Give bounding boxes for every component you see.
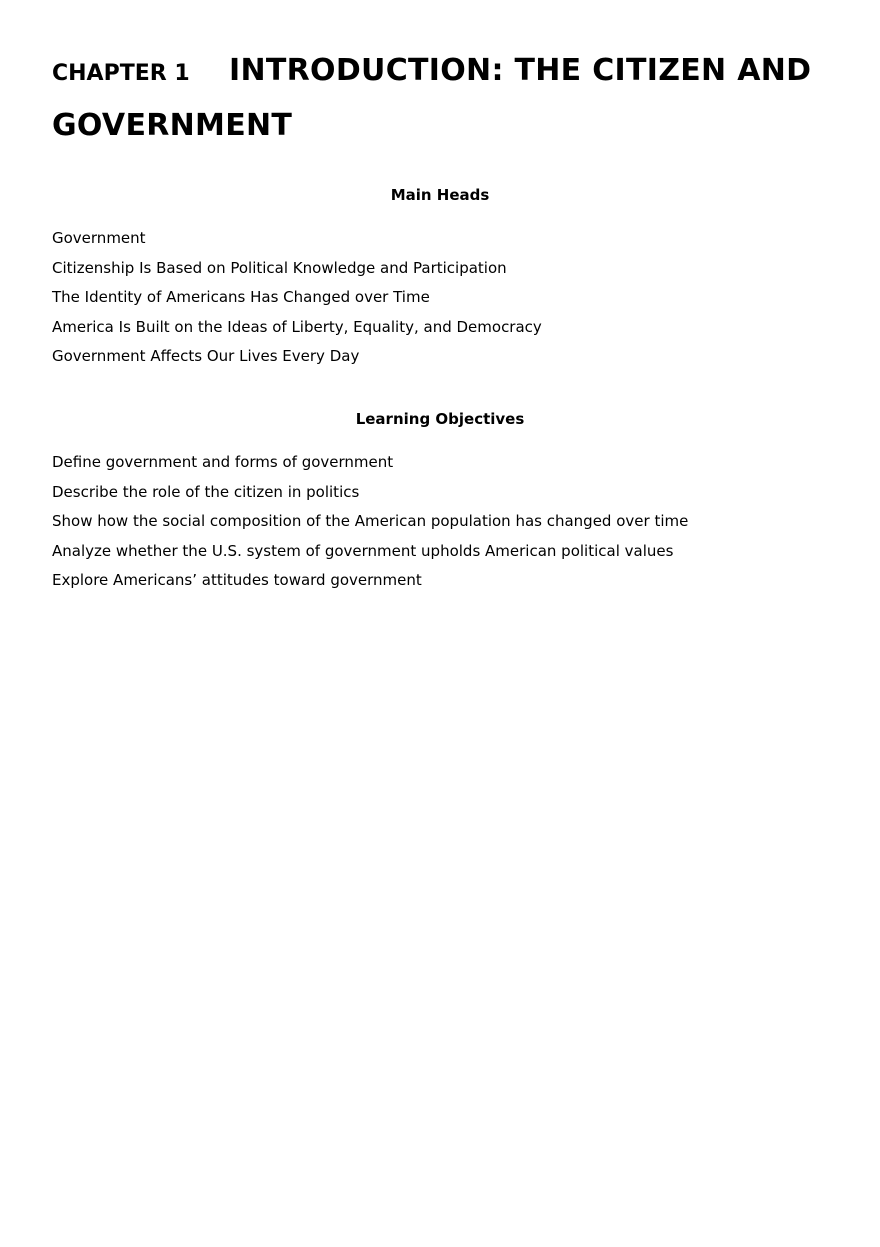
chapter-heading <box>52 44 832 151</box>
main-head-item: America Is Built on the Ideas of Liberty, Equality, and Democracy <box>52 317 542 336</box>
main-head-item: The Identity of Americans Has Changed over Time <box>52 288 430 306</box>
learning-objective-item: Describe the role of the citizen in politics <box>52 482 360 501</box>
main-heads-title: Main Heads <box>390 186 490 204</box>
learning-objective-item: Analyze whether the U.S. system of government upholds American political values <box>52 541 674 560</box>
chapter-label: CHAPTER 1 <box>52 61 190 86</box>
learning-objectives-list <box>52 452 688 600</box>
chapter-title: INTRODUCTION: THE CITIZEN AND GOVERNMENT <box>52 53 812 143</box>
learning-objective-item: Explore Americans’ attitudes toward government <box>52 571 422 589</box>
main-head-item: Government <box>52 229 146 247</box>
learning-objective-item: Define government and forms of government <box>52 453 394 471</box>
main-heads-list <box>52 228 542 376</box>
learning-objective-item: Show how the social composition of the American population has changed over time <box>52 512 689 530</box>
main-head-item: Citizenship Is Based on Political Knowledge and Participation <box>52 258 507 277</box>
main-head-item: Government Affects Our Lives Every Day <box>52 347 360 365</box>
learning-objectives-title: Learning Objectives <box>355 410 525 428</box>
